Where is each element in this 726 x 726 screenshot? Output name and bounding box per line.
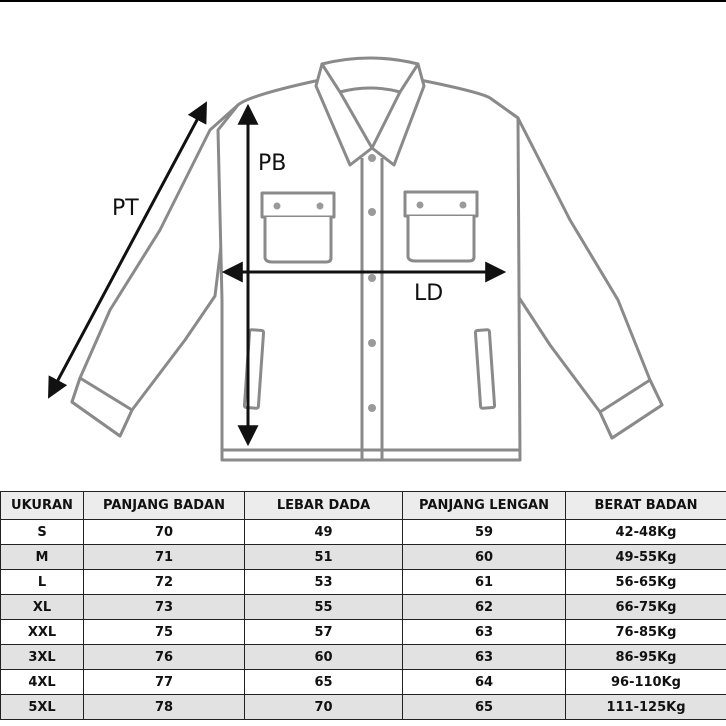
cell-panjang-lengan: 63 (403, 620, 566, 645)
table-row (1, 520, 726, 545)
jacket-body (218, 80, 520, 460)
cell-size: S (1, 520, 84, 545)
left-pocket (265, 217, 331, 262)
cell-panjang-lengan: 63 (403, 645, 566, 670)
header-panjang-lengan: PANJANG LENGAN (403, 492, 566, 520)
cell-lebar-dada: 57 (245, 620, 403, 645)
cell-size: M (1, 545, 84, 570)
header-panjang-badan: PANJANG BADAN (84, 492, 245, 520)
cell-panjang-badan: 76 (84, 645, 245, 670)
cell-lebar-dada: 49 (245, 520, 403, 545)
cell-panjang-lengan: 59 (403, 520, 566, 545)
front-button (368, 154, 376, 162)
table-row (1, 645, 726, 670)
table-row (1, 670, 726, 695)
table-row (1, 620, 726, 645)
header-lebar-dada: LEBAR DADA (245, 492, 403, 520)
cell-panjang-lengan: 64 (403, 670, 566, 695)
cell-panjang-lengan: 60 (403, 545, 566, 570)
cell-panjang-badan: 73 (84, 595, 245, 620)
cell-panjang-lengan: 65 (403, 695, 566, 720)
pocket-button (274, 203, 281, 210)
table-row (1, 570, 726, 595)
cell-panjang-badan: 72 (84, 570, 245, 595)
cell-lebar-dada: 60 (245, 645, 403, 670)
table-row (1, 545, 726, 570)
pocket-button (417, 202, 424, 209)
cell-size: XL (1, 595, 84, 620)
pocket-button (460, 202, 467, 209)
cell-panjang-lengan: 61 (403, 570, 566, 595)
cell-size: 5XL (1, 695, 84, 720)
header-row (1, 492, 726, 520)
front-button (368, 274, 376, 282)
cell-berat-badan: 49-55Kg (566, 545, 726, 570)
cell-berat-badan: 66-75Kg (566, 595, 726, 620)
header-berat-badan: BERAT BADAN (566, 492, 726, 520)
cell-berat-badan: 96-110Kg (566, 670, 726, 695)
pocket-button (317, 203, 324, 210)
cell-lebar-dada: 51 (245, 545, 403, 570)
cell-lebar-dada: 55 (245, 595, 403, 620)
cell-size: 3XL (1, 645, 84, 670)
front-button (368, 339, 376, 347)
cell-size: L (1, 570, 84, 595)
cell-panjang-lengan: 62 (403, 595, 566, 620)
front-button (368, 404, 376, 412)
cell-lebar-dada: 53 (245, 570, 403, 595)
right-pocket (408, 216, 474, 261)
cell-lebar-dada: 65 (245, 670, 403, 695)
cell-berat-badan: 86-95Kg (566, 645, 726, 670)
cell-berat-badan: 111-125Kg (566, 695, 726, 720)
cell-size: 4XL (1, 670, 84, 695)
size-chart-table (0, 491, 726, 720)
table-row (1, 595, 726, 620)
cell-panjang-badan: 71 (84, 545, 245, 570)
ld-label: LD (414, 281, 444, 306)
cell-panjang-badan: 77 (84, 670, 245, 695)
cell-berat-badan: 76-85Kg (566, 620, 726, 645)
cell-lebar-dada: 70 (245, 695, 403, 720)
collar-back (322, 58, 418, 92)
cell-size: XXL (1, 620, 84, 645)
table-row (1, 695, 726, 720)
left-sleeve (72, 105, 238, 436)
front-button (368, 208, 376, 216)
cell-panjang-badan: 70 (84, 520, 245, 545)
header-ukuran: UKURAN (1, 492, 84, 520)
cell-berat-badan: 42-48Kg (566, 520, 726, 545)
cell-panjang-badan: 75 (84, 620, 245, 645)
cell-panjang-badan: 78 (84, 695, 245, 720)
cell-berat-badan: 56-65Kg (566, 570, 726, 595)
pt-label: PT (112, 196, 139, 221)
pb-label: PB (258, 151, 287, 176)
jacket-outline (72, 58, 662, 460)
